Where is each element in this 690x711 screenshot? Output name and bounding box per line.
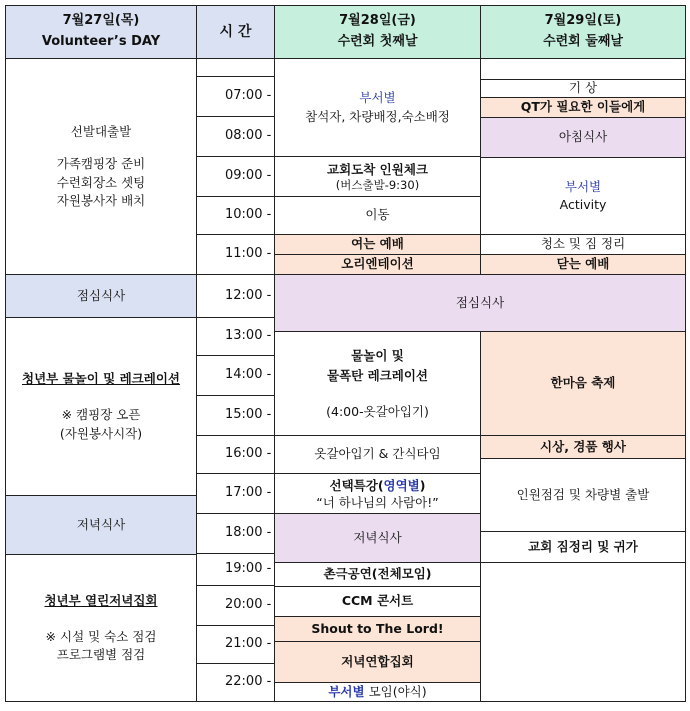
- day3-cleanup-label: 청소 및 짐 정리: [540, 236, 626, 252]
- day1-dinner: [5, 495, 197, 555]
- time-slot: 12:00 -: [196, 274, 275, 318]
- header-day1: [5, 5, 197, 59]
- day3-name: 수련회 둘째날: [543, 34, 623, 49]
- header-day3: [480, 5, 686, 59]
- day2-worship-label: 여는 예배: [351, 236, 404, 252]
- time-blank: [196, 58, 275, 77]
- day2-checkin-title: 교회도착 인원체크: [327, 161, 428, 177]
- time-slot: 21:00 -: [196, 625, 275, 664]
- time-slot: 19:00 -: [196, 553, 275, 586]
- day3-festival-label: 한마음 축제: [550, 375, 616, 391]
- day3-dept-label: 부서별: [564, 178, 602, 194]
- day2-move: [274, 196, 481, 235]
- day2-orientation: [274, 254, 481, 275]
- day2-arrival-text: 참석자, 차량배정,숙소배정: [305, 108, 450, 124]
- day2-water-line2: 물폭탄 레크레이션: [327, 368, 428, 384]
- day1-afternoon-line1: ※ 캠핑장 오픈: [61, 407, 141, 423]
- lunch-shared: [274, 274, 686, 332]
- time-slot: 07:00 -: [196, 76, 275, 117]
- day2-move-label: 이동: [365, 207, 390, 223]
- day2-checkin: [274, 156, 481, 197]
- day2-joint-label: 저녁연합집회: [341, 653, 414, 669]
- day2-dinner-label: 저녁식사: [353, 529, 402, 545]
- lunch-shared-label: 점심식사: [455, 294, 505, 310]
- day1-evening: [5, 554, 197, 702]
- day1-morning-title: 선발대출발: [70, 124, 132, 140]
- day2-night-text: 부서별 모임(야식): [328, 683, 427, 699]
- day2-night: [274, 682, 481, 702]
- day2-special: [274, 473, 481, 514]
- day2-bus-text: (버스출발-9:30): [335, 177, 420, 192]
- day2-worship: [274, 234, 481, 255]
- day2-performance-label: 촌극공연(전체모임): [323, 566, 432, 582]
- day1-afternoon-title: 청년부 물놀이 및 레크레이션: [22, 371, 180, 387]
- day1-afternoon-line2: (자원봉사시작): [59, 425, 143, 441]
- day2-name: 수련회 첫째날: [337, 34, 418, 49]
- time-slot: 18:00 -: [196, 513, 275, 554]
- day1-morning-line3: 자원봉사자 배치: [56, 192, 146, 208]
- day2-dinner: [274, 513, 481, 563]
- day2-special-quote: “너 하나님의 사람아!”: [316, 494, 439, 510]
- day2-date: 7월28일(금): [339, 13, 416, 29]
- day2-ccm: [274, 586, 481, 617]
- time-slot: 15:00 -: [196, 395, 275, 436]
- day1-date: 7월27일(목): [62, 13, 140, 29]
- day1-morning-line1: 가족캠핑장 준비: [56, 156, 146, 172]
- day2-clothes-time: (4:00-옷갈아입기): [326, 404, 429, 420]
- day2-joint: [274, 641, 481, 683]
- day1-evening-line2: 프로그램별 점검: [56, 647, 146, 663]
- time-slot: 13:00 -: [196, 317, 275, 356]
- day3-depart-label: 인원점검 및 차량별 출발: [516, 486, 650, 502]
- day3-festival: [480, 331, 686, 436]
- day3-activity-label: Activity: [559, 197, 607, 212]
- day2-snack: [274, 435, 481, 474]
- time-slot: 17:00 -: [196, 473, 275, 514]
- day1-dinner-label: 저녁식사: [76, 516, 126, 532]
- day3-wake: [480, 79, 686, 98]
- day3-awards-label: 시상, 경품 행사: [540, 438, 626, 454]
- day1-morning: [5, 58, 197, 275]
- day3-wake-label: 기 상: [568, 80, 598, 96]
- day1-name: Volunteer’s DAY: [41, 34, 161, 49]
- header-day2: [274, 5, 481, 59]
- day3-closing-label: 닫는 예배: [556, 256, 610, 272]
- day2-shout: [274, 616, 481, 642]
- day3-date: 7월29일(토): [544, 13, 622, 29]
- time-slot: 20:00 -: [196, 585, 275, 626]
- time-label: 시 간: [219, 23, 252, 40]
- day3-return: [480, 531, 686, 563]
- day2-dept-arrival: [274, 58, 481, 157]
- time-slot: 10:00 -: [196, 196, 275, 235]
- day1-lunch: [5, 274, 197, 318]
- day2-snack-label: 옷갈아입기 & 간식타임: [314, 446, 441, 462]
- time-slot: 08:00 -: [196, 116, 275, 157]
- time-slot: 22:00 -: [196, 663, 275, 702]
- day2-orientation-label: 오리엔테이션: [341, 256, 414, 272]
- day3-activity: [480, 157, 686, 235]
- day3-awards: [480, 435, 686, 459]
- day3-blank-top: [480, 58, 686, 80]
- header-time: [196, 5, 275, 59]
- day3-breakfast-label: 아침식사: [558, 129, 608, 145]
- day3-closing: [480, 254, 686, 275]
- day3-return-label: 교회 짐정리 및 귀가: [528, 538, 638, 554]
- time-slot: 11:00 -: [196, 234, 275, 275]
- day3-qt-label: QT가 필요한 이들에게: [520, 99, 646, 115]
- day3-qt: [480, 97, 686, 118]
- day1-lunch-label: 점심식사: [76, 287, 126, 303]
- day2-water: [274, 331, 481, 436]
- day3-cleanup: [480, 234, 686, 255]
- day1-afternoon: [5, 317, 197, 496]
- day2-ccm-label: CCM 콘서트: [341, 593, 414, 609]
- day1-evening-line1: ※ 시설 및 숙소 점검: [45, 628, 157, 644]
- time-slot: 16:00 -: [196, 435, 275, 474]
- day3-breakfast: [480, 117, 686, 158]
- time-slot: 09:00 -: [196, 156, 275, 197]
- time-slot: 14:00 -: [196, 355, 275, 396]
- day2-water-line1: 물놀이 및: [351, 347, 404, 363]
- day2-special-title: 선택특강(영역별): [329, 477, 426, 493]
- day2-shout-label: Shout to The Lord!: [311, 620, 444, 636]
- day3-blank-bottom: [480, 562, 686, 702]
- day2-performance: [274, 562, 481, 587]
- day1-evening-title: 청년부 열린저녁집회: [44, 592, 158, 608]
- day1-morning-line2: 수련회장소 셋팅: [56, 174, 146, 190]
- day2-dept-label: 부서별: [359, 90, 396, 106]
- day3-depart: [480, 458, 686, 532]
